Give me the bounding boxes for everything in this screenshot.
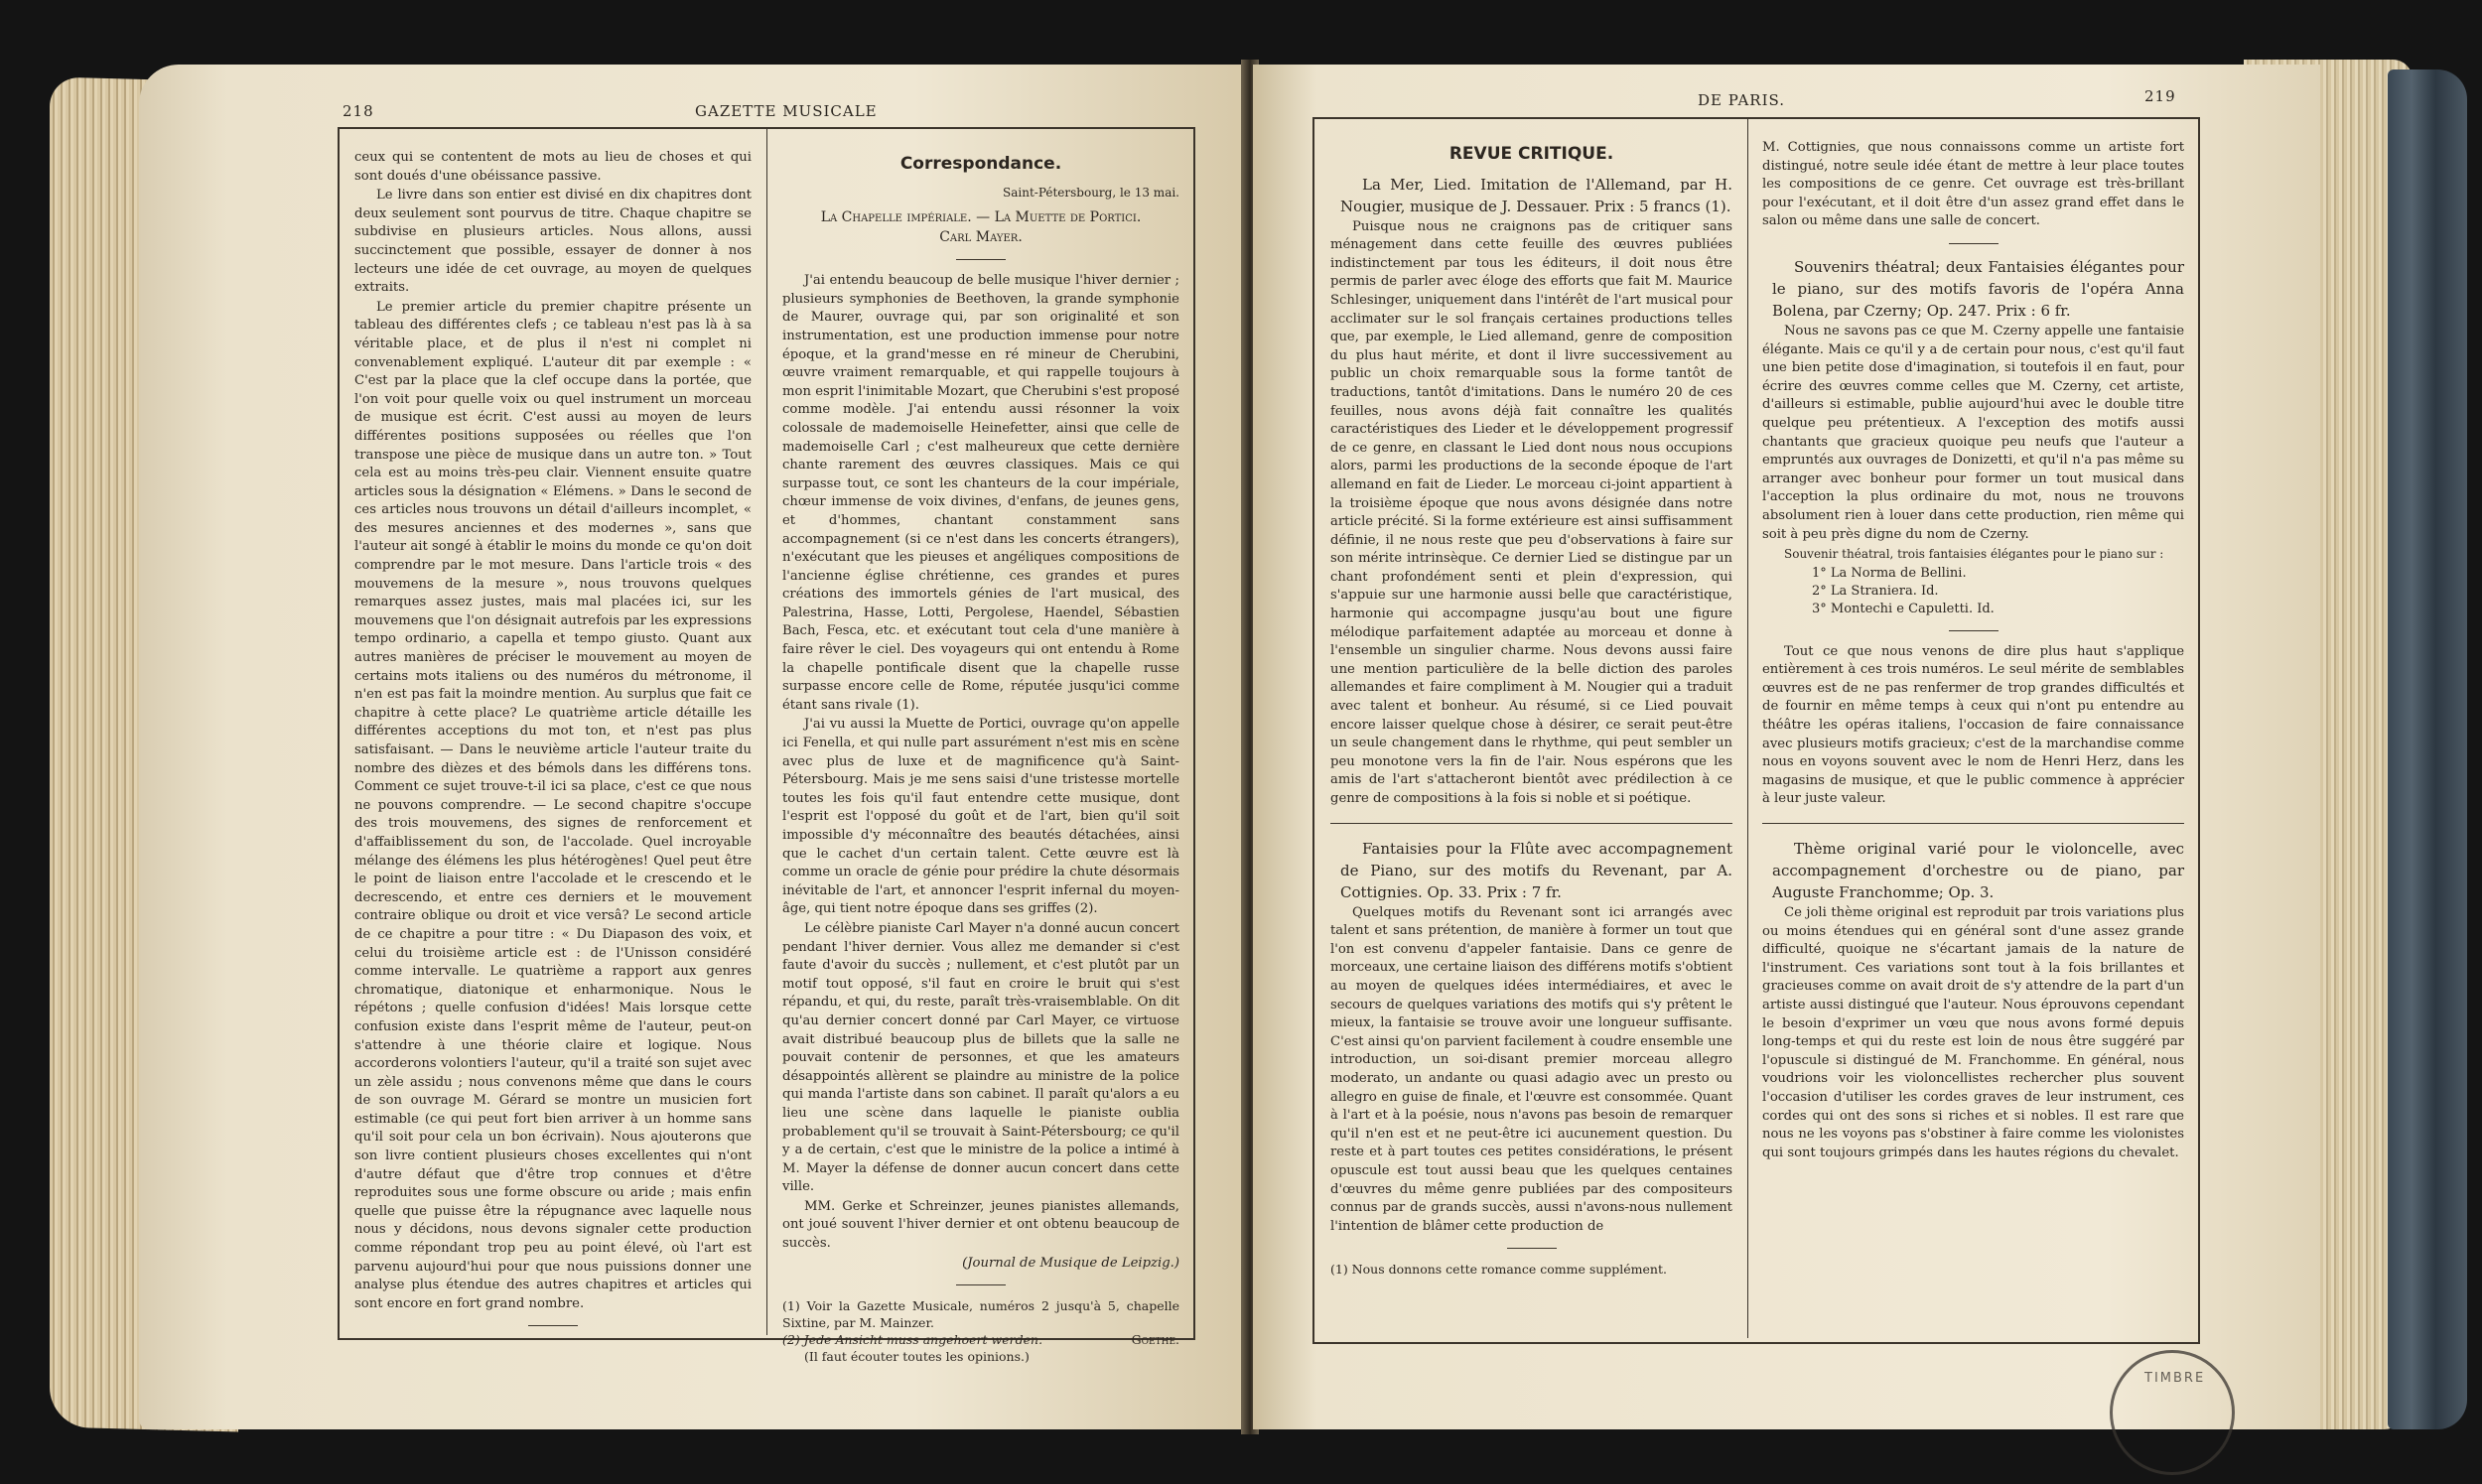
separator	[1330, 823, 1732, 824]
timbre-stamp	[2110, 1350, 2235, 1475]
separator	[1949, 630, 1999, 631]
list-item: 3° Montechi e Capuletti. Id.	[1812, 601, 1995, 616]
paragraph: Puisque nous ne craignons pas de critiquer sans ménagement dans cette feuille des œuvres publiées indistinctement par tous les éditeurs, il doit nous être permis de parler avec éloge des efforts que fait M. Maurice Schlesinger, uniquement dans l'intérêt de l'art musical pour acclimater sur le sol français certaines productions telles que, par exemple, le Lied allemand, genre de composition du plus haut mérite, et dont il livre successivement au public un choix remarquable sous la forme tantôt de traductions, tantôt d'imitations. Dans le numéro 20 de ces feuilles, nous avons déjà fait connaître les qualités caractéristiques des Lieder et le développement progressif de ce genre, en classant le Lied dont nous nous occupions alors, parmi les productions de la seconde époque de l'art allemand en fait de Lieder. Le morceau ci-joint appartient à la troisième époque que nous avons désignée dans notre article précité. Si la forme extérieure est ainsi suffisamment définie, il ne nous reste que peu d'observations à faire sur son mérite intrinsèque. Ce dernier Lied se distingue par un chant profondément senti et plein d'expression, qui s'appuie sur une harmonie aussi belle que caractéristique, harmonie qui accompagne jusqu'au bout une figure mélodique parfaitement adaptée au morceau et donne à l'ensemble un singulier charme. Nous devons aussi faire une mention particulière de la belle diction des paroles allemandes et faire compliment à M. Nougier qui a traduit avec talent et bonheur. Au résumé, si ce Lied pouvait encore laisser quelque chose à désirer, ce serait peut-être un seule changement dans le rhythme, qui peut sembler un peu monotone vers la fin de l'air. Nous espérons que les amis de l'art s'attacheront bientôt avec prédilection à ce genre de compositions à la fois si noble et si poétique.	[1330, 218, 1732, 806]
paragraph: J'ai vu aussi la Muette de Portici, ouvrage qu'on appelle ici Fenella, et qui nulle part assurément n'est mis en scène avec plus de luxe et de magnificence qu'à Saint-Pétersbourg. Mais je me sens saisi d'une tristesse mortelle toutes les fois qu'il faut entendre cette musique, dont l'esprit est l'opposé du goût et de l'art, bien qu'il soit impossible d'y méconnaître des beautés détachées, ainsi que le cachet d'un certain talent. Cette œuvre est là comme un oracle de génie pour prédire la chute désormais inévitable de l'art, et annoncer l'esprit infernal du moyen-âge, qui tient notre époque dans ses griffes (2).	[782, 717, 1179, 917]
paragraph: Quelques motifs du Revenant sont ici arrangés avec talent et sans prétention, de manière à former un tout que l'on est convenu d'appeler fantaisie. Dans ce genre de morceaux, une certaine liaison des différens motifs s'obtient au moyen de quelques idées intermédiaires, et avec le secours de quelques variations des motifs qui s'y prêtent le mieux, la fantaisie se trouve avoir une longueur suffisante. C'est ainsi qu'on parvient facilement à coudre ensemble une introduction, un soi-disant premier morceau allegro moderato, un andante ou quasi adagio avec un presto ou allegro en guise de finale, et l'œuvre est consommée. Quant à l'art et à la poésie, nous n'avons pas besoin de remarquer qu'il n'en est et ne peut-être ici aucunement question. Du reste et à part toutes ces petites considérations, le présent opuscule est tout aussi beau que les quelques centaines d'œuvres du même genre publiées par des compositeurs connus par de grands succès, aussi n'avons-nous nullement l'intention de blâmer cette production de	[1330, 904, 1732, 1234]
separator	[1949, 243, 1999, 244]
left-column-2	[782, 149, 1179, 1365]
paragraph: Nous ne savons pas ce que M. Czerny appelle une fantaisie élégante. Mais ce qu'il y a de certain pour nous, c'est qu'il faut une bien petite dose d'imagination, si toutefois il en faut, pour écrire des œuvres comme celles que M. Czerny, cet artiste, d'ailleurs si estimable, publie aujourd'hui avec le double titre quelque peu prétentieux. A l'exception des motifs aussi chantants que gracieux quoique peu neufs que l'auteur a empruntés aux ouvrages de Donizetti, et qu'il n'a pas même su arranger avec bonheur pour former un tout musical dans l'acception la plus ordinaire du mot, nous ne trouvons absolument rien à louer dans cette production, rien même qui soit à peu près digne du nom de Czerny.	[1762, 323, 2184, 542]
separator	[956, 259, 1006, 260]
footnote-2-author: Goethe.	[1131, 1332, 1179, 1348]
paragraph: Souvenir théatral, trois fantaisies élégantes pour le piano sur :	[1784, 547, 2164, 562]
separator	[1762, 823, 2184, 824]
paragraph: Ce joli thème original est reproduit par trois variations plus ou moins étendues qui en général sont d'une assez grande difficulté, quoique ne s'écartant jamais de la nature de l'instrument. Ces variations sont tout à la fois brillantes et gracieuses comme on avait droit de s'y attendre de la part d'un artiste aussi distingué que l'auteur. Nous éprouvons cependant le besoin d'exprimer un vœu que nous avons formé depuis long-temps et qui du reste est loin de nous être suggéré par l'opuscule si distingué de M. Franchomme. En général, nous voudrions voir les violoncellistes rechercher plus souvent l'occasion d'utiliser les cordes graves de leur instrument, ces cordes qui ont des sons si riches et si nobles. Il est rare que nous ne les voyons pas s'obstiner à faire comme les violonistes qui sont toujours grimpés dans les hautes régions du chevalet.	[1762, 905, 2184, 1160]
footnote-2-quote: (2) Jede Ansicht muss angehoert werden.	[782, 1332, 1043, 1348]
separator	[1507, 1248, 1557, 1249]
paragraph: Le premier article du premier chapitre présente un tableau des différentes clefs ; ce tableau n'est pas là à sa véritable place, et de plus il n'est ni complet ni convenablement expliqué. L'auteur dit par exemple : « C'est par la place que la clef occupe dans la portée, que l'on voit pour quelle voix ou quel instrument un morceau de musique est écrit. C'est aussi au moyen de leurs différentes positions supposées ou réelles que l'on transpose une pièce de musique dans un autre ton. » Tout cela est au moins très-peu clair. Viennent ensuite quatre articles sous la désignation « Elémens. » Dans le second de ces articles nous trouvons un détail d'ailleurs incomplet, « des mesures anciennes et des modernes », sans que l'auteur ait songé à établir le moins du monde ce qu'on doit comprendre par le mot mesure. Dans l'article trois « des mouvemens de la mesure », nous trouvons quelques remarques assez justes, mais mal placées ici, sur les mouvemens que l'on désignait autrefois par les expressions tempo ordinario, a capella et tempo giusto. Quant aux autres manières de préciser le mouvement au moyen de certains mots italiens ou des numéros du métronome, il n'en est pas fait la moindre mention. Au surplus que fait ce chapitre à cette place? Le quatrième article détaille les différentes acceptions du mot ton, et n'est pas plus satisfaisant. — Dans le neuvième article l'auteur traite du nombre des dièzes et des bémols dans les différens tons. Comment ce sujet trouve-t-il ici sa place, c'est ce que nous ne pouvons comprendre. — Le second chapitre s'occupe des trois mouvemens, des signes de renforcement et d'affaiblissement du son, de l'accolade. Quel incroyable mélange des élémens les plus hétérogènes! Quel peut être le point de liaison entre l'accolade et le crescendo et le decrescendo, et entre ces derniers et le mouvement contraire oblique ou droit et vice versâ? Le second article de ce chapitre a pour titre : « Du Diapason des voix, et celui du troisième article est : de l'Unisson considéré comme intervalle. Le quatrième a rapport aux genres chromatique, diatonique et enharmonique. Nous le répétons ; quelle confusion d'idées! Mais lorsque cette confusion existe dans l'esprit même de l'auteur, peut-on s'attendre à une théorie claire et logique. Nous accorderons volontiers l'auteur, qu'il a traité son sujet avec un zèle assidu ; nous convenons même que dans le cours de son ouvrage M. Gérard se montre un musicien fort estimable (ce qui peut fort bien arriver à un homme sans qu'il soit pour cela un bon écrivain). Nous ajouterons que son livre contient plusieurs choses excellentes qui n'ont d'autre défaut que d'être trop connues et d'être reproduites sous une forme obscure ou aride ; mais enfin quelle que puisse être la répugnance avec laquelle nous nous y décidons, nous devons signaler cette production comme répondant trop peu au point élevé, où l'art est parvenu aujourd'hui pour que nous puissions donner une analyse plus étendue des autres chapitres et articles qui sont encore en fort grand nombre.	[354, 299, 752, 1311]
subject-line-2: Carl Mayer.	[939, 229, 1023, 246]
paragraph: Tout ce que nous venons de dire plus haut s'applique entièrement à ces trois numéros. Le seul mérite de semblables œuvres est de ne pas renfermer de trop grandes difficultés et de fournir en même temps à ceux qui n'ont pu entendre au théâtre les opéras italiens, l'occasion de faire connaissance avec plusieurs motifs gracieux; c'est de la marchandise comme nous en voyons souvent avec le nom de Henri Herz, dans les magasins de musique, et que le public commence à apprécier à leur juste valeur.	[1762, 643, 2184, 807]
paragraph: Le célèbre pianiste Carl Mayer n'a donné aucun concert pendant l'hiver dernier. Vous allez me demander si c'est faute d'avoir du succès ; nullement, et c'est plutôt par un motif tout opposé, s'il faut en croire le bruit qui s'est répandu, et qui, du reste, paraît très-vraisemblable. On dit qu'au dernier concert donné par Carl Mayer, ce virtuose avait distribué beaucoup plus de billets que la salle ne pouvait contenir de personnes, et que les amateurs désappointés allèrent se plaindre au ministre de la police qui manda l'artiste dans son cabinet. Il paraît qu'alors a eu lieu une scène dans laquelle le pianiste oublia probablement qu'il se trouvait à Saint-Pétersbourg; ce qu'il y a de certain, c'est que le ministre de la police a intimé à M. Mayer la défense de donner aucun concert dans cette ville.	[782, 920, 1179, 1195]
stamp-text: TIMBRE	[2144, 1371, 2206, 1386]
separator	[956, 1284, 1006, 1285]
dateline: Saint-Pétersbourg, le 13 mai.	[1003, 185, 1179, 200]
paragraph: Le livre dans son entier est divisé en dix chapitres dont deux seulement sont pourvus de titre. Chaque chapitre se subdivise en plusieurs articles. Nous allons, aussi succinctement que possible, essayer de donner à nos lecteurs une idée de cet ouvrage, au moyen de quelques extraits.	[354, 188, 752, 296]
right-column-1	[1330, 139, 1732, 1325]
source-citation: (Journal de Musique de Leipzig.)	[962, 1255, 1179, 1271]
right-column-rule	[1747, 119, 1748, 1338]
review-title-theme-original: Thème original varié pour le violoncelle, avec accompagnement d'orchestre ou de piano, par Auguste Franchomme; Op. 3.	[1772, 840, 2184, 902]
correspondance-heading: Correspondance.	[899, 154, 1062, 174]
list-item: 1° La Norma de Bellini.	[1812, 565, 1967, 581]
opera-list	[1762, 565, 2184, 618]
book-binding	[2388, 69, 2467, 1429]
left-column-rule	[766, 129, 767, 1335]
subject-line-1: La Chapelle impériale. — La Muette de Portici.	[820, 209, 1142, 226]
paragraph: ceux qui se contentent de mots au lieu de choses et qui sont doués d'une obéissance passive.	[354, 150, 752, 184]
footnote-2-translation: (Il faut écouter toutes les opinions.)	[804, 1349, 1030, 1365]
paragraph: MM. Gerke et Schreinzer, jeunes pianistes allemands, ont joué souvent l'hiver dernier et ont obtenu beaucoup de succès.	[782, 1198, 1179, 1252]
right-page-number: 219	[2144, 87, 2176, 105]
review-title-fantaisies: Fantaisies pour la Flûte avec accompagnement de Piano, sur des motifs du Revenant, par A. Cottignies. Op. 33. Prix : 7 fr.	[1340, 839, 1732, 901]
left-page-number: 218	[343, 102, 374, 120]
review-title-souvenirs: Souvenirs théatral; deux Fantaisies élégantes pour le piano, sur des motifs favoris de l'opéra Anna Bolena, par Czerny; Op. 247. Prix : 6 fr.	[1772, 257, 2184, 320]
right-column-2	[1762, 139, 2184, 1325]
revue-critique-heading: REVUE CRITIQUE.	[1448, 144, 1614, 164]
left-column-1	[354, 149, 752, 1320]
list-item: 2° La Straniera. Id.	[1812, 583, 1939, 599]
separator	[528, 1325, 578, 1326]
right-running-title: DE PARIS.	[1698, 91, 1786, 109]
paragraph: M. Cottignies, que nous connaissons comme un artiste fort distingué, notre seule idée étant de mettre à leur place toutes les compositions de ce genre. Cet ouvrage est très-brillant pour l'exécutant, et il doit être d'un assez grand effet dans le salon ou même dans une salle de concert.	[1762, 140, 2184, 229]
footnote-1: (1) Voir la Gazette Musicale, numéros 2 jusqu'à 5, chapelle Sixtine, par M. Mainzer.	[782, 1298, 1179, 1331]
paragraph: J'ai entendu beaucoup de belle musique l'hiver dernier ; plusieurs symphonies de Beethoven, la grande symphonie de Maurer, ouvrage qui, par son originalité et son instrumentation, est une production immense pour notre époque, et la grand'messe en ré mineur de Cherubini, œuvre vraiment remarquable, et qui rappelle toujours à mon esprit l'inimitable Mozart, que Cherubini s'est proposé comme modèle. J'ai entendu aussi résonner la voix colossale de mademoiselle Heinefetter, ainsi que celle de mademoiselle Carl ; c'est malheureux que cette dernière chante rarement des œuvres classiques. Mais ce qui surpasse tout, ce sont les chanteurs de la cour impériale, chœur immense de voix divines, d'enfans, de jeunes gens, et d'hommes, chantant constamment sans accompagnement (si ce n'est dans les concerts étrangers), n'exécutant que les pieuses et angéliques compositions de l'ancienne église chrétienne, ces grandes et pures créations des immortels génies de l'art musical, des Palestrina, Hasse, Lotti, Pergolese, Haendel, Sébastien Bach, Fesca, etc. et exécutant tout cela d'une manière à faire rêver le ciel. Des voyageurs qui ont entendu à Rome la chapelle pontificale disent que la chapelle russe surpasse encore celle de Rome, réputée jusqu'ici comme étant sans rivale (1).	[782, 273, 1179, 713]
footnote-right: (1) Nous donnons cette romance comme supplément.	[1330, 1262, 1667, 1278]
subject-line	[782, 207, 1179, 247]
review-title-la-mer: La Mer, Lied. Imitation de l'Allemand, par H. Nougier, musique de J. Dessauer. Prix : 5 francs (1).	[1340, 175, 1732, 215]
footnote-2	[782, 1331, 1179, 1348]
left-running-title: GAZETTE MUSICALE	[695, 102, 878, 120]
